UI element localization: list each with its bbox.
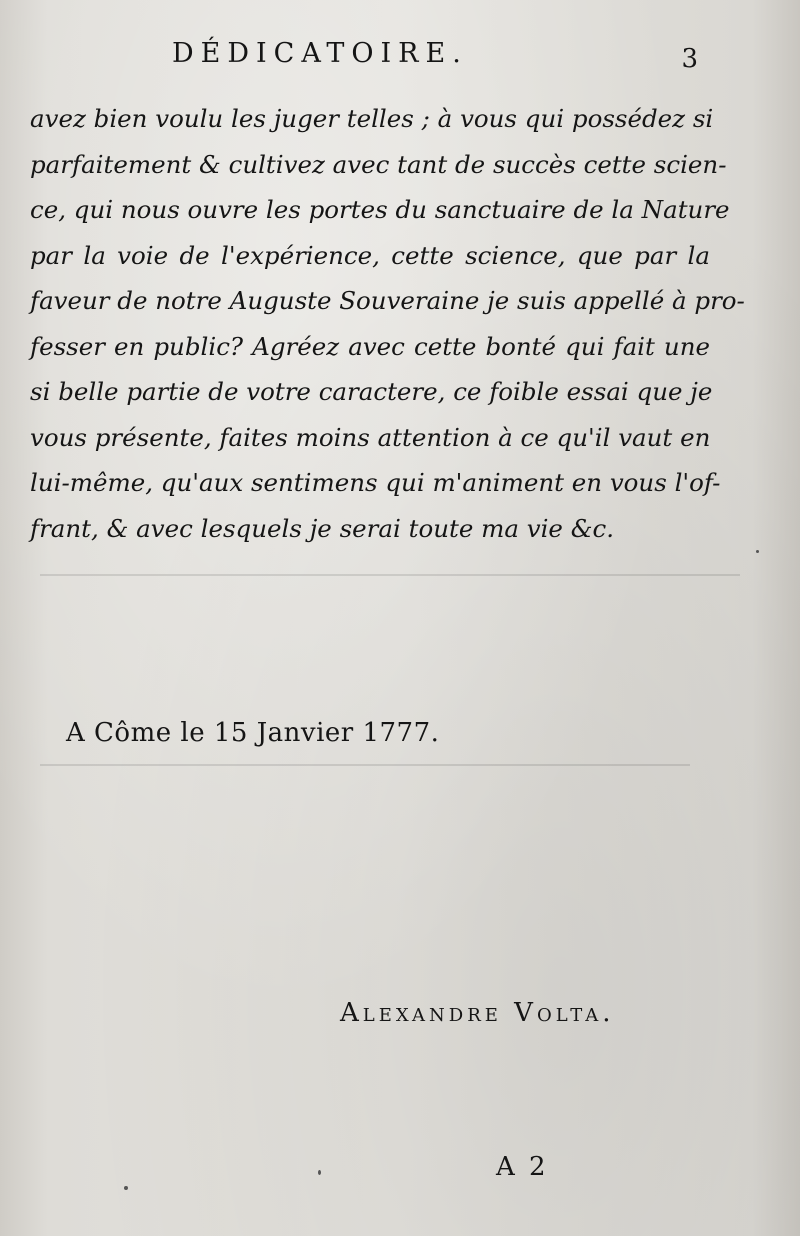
text-line: vous présente, faites moins attention à ce qu'il vaut en [30, 422, 711, 452]
page-number: 3 [681, 44, 698, 74]
dedication-text [30, 96, 745, 551]
paper-speck [756, 550, 759, 553]
dateline: A Côme le 15 Janvier 1777. [66, 718, 440, 748]
show-through-rule [40, 764, 690, 766]
show-through-rule [40, 574, 740, 576]
text-line: parfaitement & cultivez avec tant de succès cette scien- [30, 149, 727, 179]
text-line: lui-même, qu'aux sentimens qui m'animent en vous l'of- [30, 468, 721, 497]
signature-mark: A 2 [496, 1152, 549, 1182]
page-header [150, 38, 710, 82]
text-line: si belle partie de votre caractere, ce foible essai que je [30, 377, 713, 406]
text-line: par la voie de l'expérience, cette science, que par la [30, 240, 710, 270]
text-line: frant, & avec lesquels je serai toute ma vie &c. [30, 513, 615, 543]
paper-speck [124, 1186, 128, 1190]
text-line: fesser en public? Agréez avec cette bonté qui fait une [30, 331, 710, 361]
text-line: ce, qui nous ouvre les portes du sanctuaire de la Nature [30, 195, 730, 224]
text-line: avez bien voulu les juger telles ; à vous qui possédez si [30, 104, 714, 133]
paper-speck [318, 1170, 321, 1175]
running-title: DÉDICATOIRE. [172, 38, 468, 69]
text-line: faveur de notre Auguste Souveraine je suis appellé à pro- [30, 286, 745, 315]
signature: Alexandre Volta. [340, 998, 615, 1028]
